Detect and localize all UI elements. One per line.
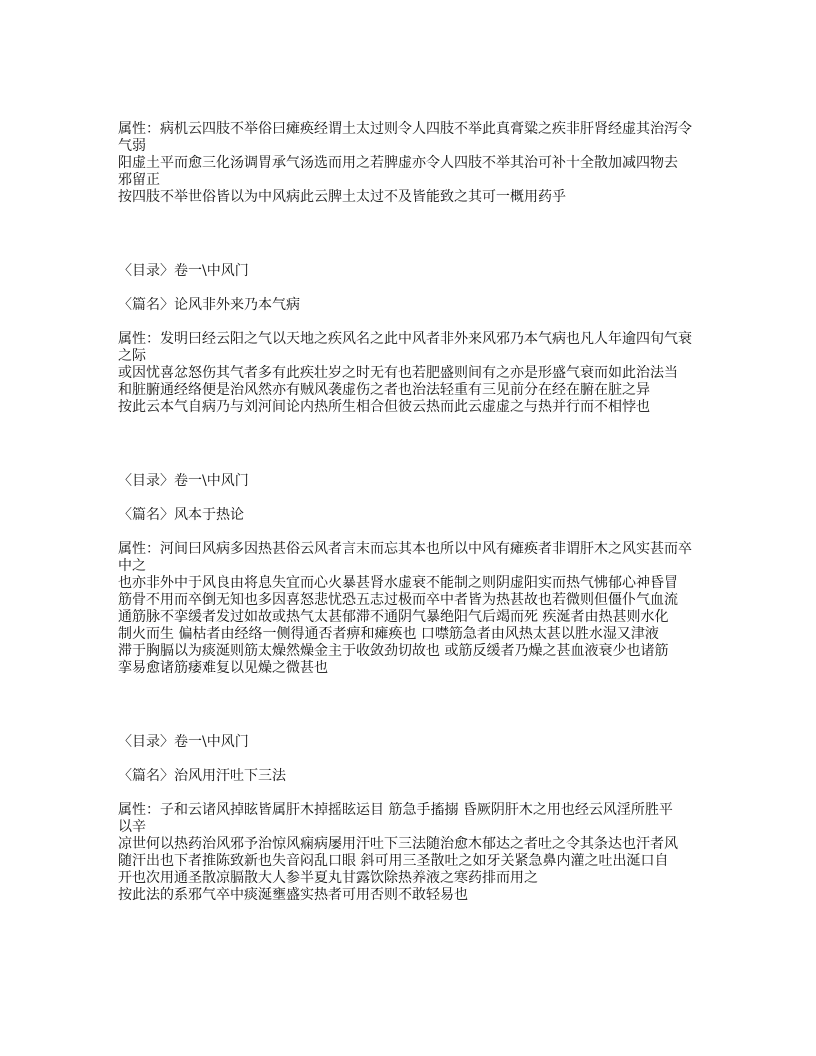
attribute-text-line: 或因忧喜忿怒伤其气者多有此疾壮岁之时无有也若肥盛则间有之亦是形盛气衰而如此治法当	[118, 365, 678, 381]
attribute-text-line: 气弱	[118, 138, 146, 154]
attribute-text-line: 挛易愈诸筋痿难复以见燥之微甚也	[118, 660, 328, 676]
catalog-line: 〈目录〉卷一\中风门	[118, 263, 249, 279]
attribute-text-line: 制火而生 偏枯者由经络一侧得通否者痹和瘫痪也 口噤筋急者由风热太甚以胜水湿又津液	[118, 626, 659, 642]
attribute-text-line: 凉世何以热药治风邪予治惊风痫病屡用汗吐下三法随治愈木郁达之者吐之令其条达也汗者风	[118, 836, 678, 852]
chapter-title: 〈篇名〉论风非外来乃本气病	[118, 297, 300, 313]
attribute-text-line: 邪留正	[118, 172, 160, 188]
catalog-line: 〈目录〉卷一\中风门	[118, 734, 249, 750]
attribute-text-line: 按此法的系邪气卒中痰涎壅盛实热者可用否则不敢轻易也	[118, 887, 468, 903]
attribute-text-line: 和脏腑通经络便是治风然亦有贼风袭虚伤之者也治法轻重有三见前分在经在腑在脏之异	[118, 382, 650, 398]
document-section	[118, 263, 718, 416]
catalog-line: 〈目录〉卷一\中风门	[118, 473, 249, 489]
chapter-title: 〈篇名〉治风用汗吐下三法	[118, 768, 286, 784]
attribute-text-line: 筋骨不用而卒倒无知也多因喜怒悲忧恐五志过极而卒中者皆为热甚故也若微则但僵仆气血流	[118, 592, 678, 608]
attribute-text-line: 随汗出也下者推陈致新也失音闷乱口眼 斜可用三圣散吐之如牙关紧急鼻内灌之吐出涎口自	[118, 853, 669, 869]
attribute-text-line: 按四肢不举世俗皆以为中风病此云脾土太过不及皆能致之其可一概用药乎	[118, 189, 566, 205]
attribute-text-line: 属性：发明曰经云阳之气以天地之疾风名之此中风者非外来风邪乃本气病也凡人年逾四旬气衰	[118, 331, 692, 347]
attribute-text-line: 以辛	[118, 819, 146, 835]
attribute-text-line: 滞于胸膈以为痰涎则筋太燥然燥金主于收敛劲切故也 或筋反缓者乃燥之甚血液衰少也诸筋	[118, 643, 669, 659]
attribute-text-line: 中之	[118, 558, 146, 574]
document-section	[118, 473, 718, 677]
attribute-text-line: 属性：河间曰风病多因热甚俗云风者言末而忘其本也所以中风有瘫痪者非谓肝木之风实甚而卒	[118, 541, 692, 557]
chapter-title: 〈篇名〉风本于热论	[118, 507, 244, 523]
attribute-text-line: 通筋脉不挛缓者发过如故或热气太甚郁滞不通阴气暴绝阳气后竭而死 疾涎者由热甚则水化	[118, 609, 669, 625]
document-section	[118, 734, 718, 904]
attribute-text-line: 开也次用通圣散凉膈散大人参半夏丸甘露饮除热养液之寒药排而用之	[118, 870, 538, 886]
document-section	[118, 121, 718, 206]
attribute-text-line: 阳虚土平而愈三化汤调胃承气汤选而用之若脾虚亦令人四肢不举其治可补十全散加减四物去	[118, 155, 678, 171]
attribute-text-line: 按此云本气自病乃与刘河间论内热所生相合但彼云热而此云虚虚之与热并行而不相悖也	[118, 399, 650, 415]
attribute-text-line: 属性：子和云诸风掉眩皆属肝木掉摇眩运目 筋急手搐搦 昏厥阴肝木之用也经云风淫所胜平	[118, 802, 673, 818]
document-page	[118, 121, 718, 904]
attribute-text-line: 也亦非外中于风良由将息失宜而心火暴甚肾水虚衰不能制之则阴虚阳实而热气怫郁心神昏冒	[118, 575, 678, 591]
attribute-text-line: 之际	[118, 348, 146, 364]
attribute-text-line: 属性：病机云四肢不举俗曰瘫痪经谓土太过则令人四肢不举此真膏粱之疾非肝肾经虚其治泻令	[118, 121, 692, 137]
